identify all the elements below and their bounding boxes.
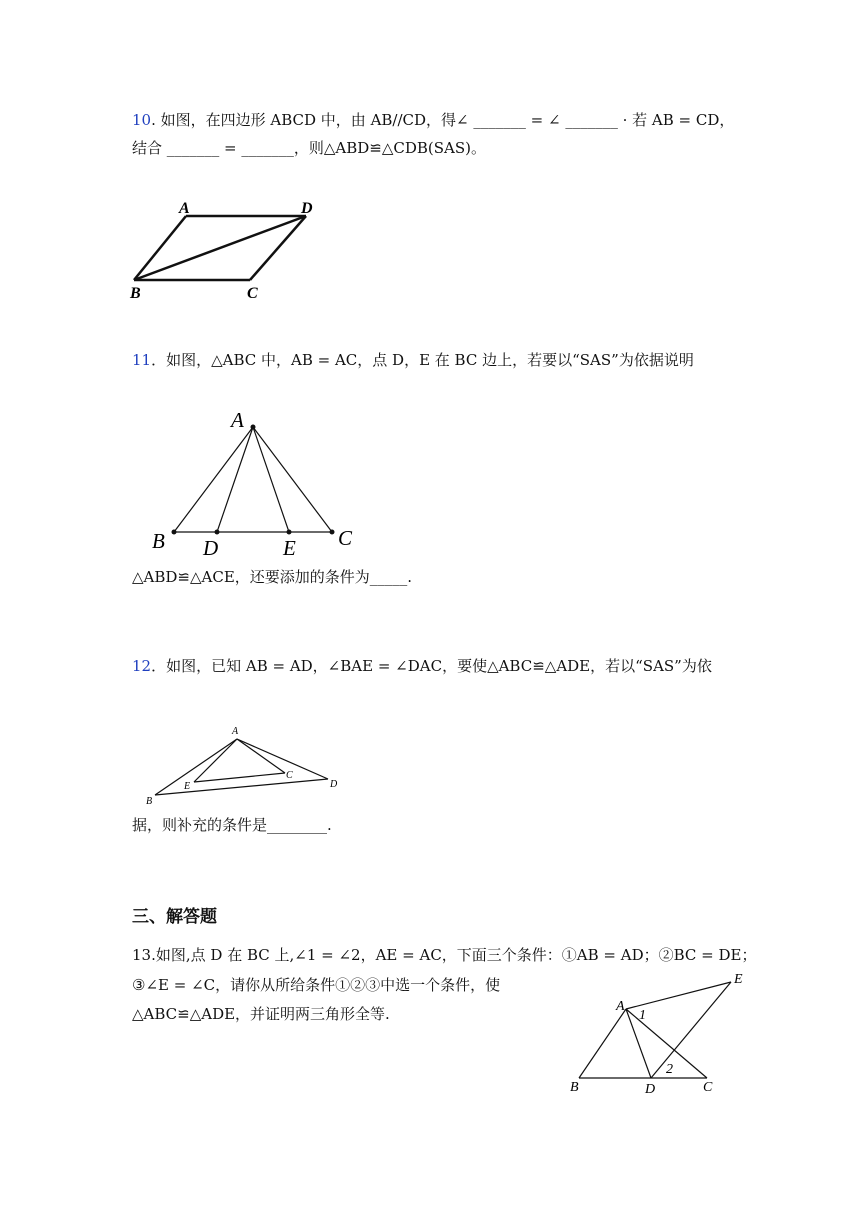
q12-number: 12 [132,657,152,675]
q13-angle-1: 1 [639,1008,646,1023]
q11-label-A: A [231,408,244,432]
q10-text-line1: . 如图，在四边形 ABCD 中，由 AB//CD，得∠ _______ = ∠ _______ · 若 AB = CD， [151,111,735,129]
q13-label-C: C [703,1080,713,1095]
q11-label-D: D [203,536,219,560]
q13-text-line3: △ABC≌△ADE，并证明两三角形全等. [132,1005,390,1023]
q11-number: 11 [132,351,152,369]
q11-line2 [132,567,412,587]
q12-triangles-figure [142,722,352,812]
q13-number: 13 [132,946,152,964]
q11-line1 [132,350,694,370]
q12-text-line1: ．如图，已知 AB = AD，∠BAE = ∠DAC，要使△ABC≌△ADE，若以“SAS”为依 [151,657,712,675]
q13-text-line2: ③∠E = ∠C，请你从所给条件①②③中选一个条件，使 [132,976,501,994]
q11-label-B: B [152,529,165,553]
q12-label-C: C [286,770,293,781]
q10-text-line2: 结合 _______ = _______，则△ABD≌△CDB(SAS)。 [132,139,487,157]
q10-line1 [132,110,734,130]
section-title: 三、解答题 [132,907,217,927]
q12-line2 [132,815,332,835]
q10-label-C: C [247,285,258,302]
q12-label-E: E [184,781,191,792]
q11-label-C: C [338,526,353,550]
q11-text-line2: △ABD≌△ACE，还要添加的条件为_____. [132,568,413,586]
q10-label-A: A [179,200,190,217]
q13-label-A: A [616,999,625,1014]
q13-label-B: B [570,1080,579,1095]
q11-text-line1: ．如图，△ABC 中，AB = AC，点 D，E 在 BC 边上，若要以“SAS”为依据说明 [151,351,694,369]
q13-label-E: E [734,972,743,987]
q12-label-A: A [232,726,239,737]
q12-text-line2: 据，则补充的条件是________. [132,816,332,834]
q11-label-E: E [283,536,296,560]
q10-line2 [132,138,486,158]
q13-text-line1: .如图,点 D 在 BC 上,∠1 = ∠2，AE = AC，下面三个条件：①AB = AD；②BC = DE； [151,946,757,964]
q13-angle-2: 2 [666,1062,673,1077]
q10-label-D: D [301,200,313,217]
q13-line3 [132,1004,390,1024]
q12-label-B: B [146,796,153,807]
q13-line2 [132,975,500,995]
q12-label-D: D [330,779,338,790]
q12-line1 [132,656,712,676]
q13-label-D: D [645,1082,656,1097]
q11-triangle-figure [145,405,365,565]
q10-label-B: B [130,285,141,302]
q13-line1 [132,945,756,965]
q10-parallelogram-figure [125,195,335,305]
q10-number: 10 [132,111,152,129]
q13-figure [565,965,755,1100]
